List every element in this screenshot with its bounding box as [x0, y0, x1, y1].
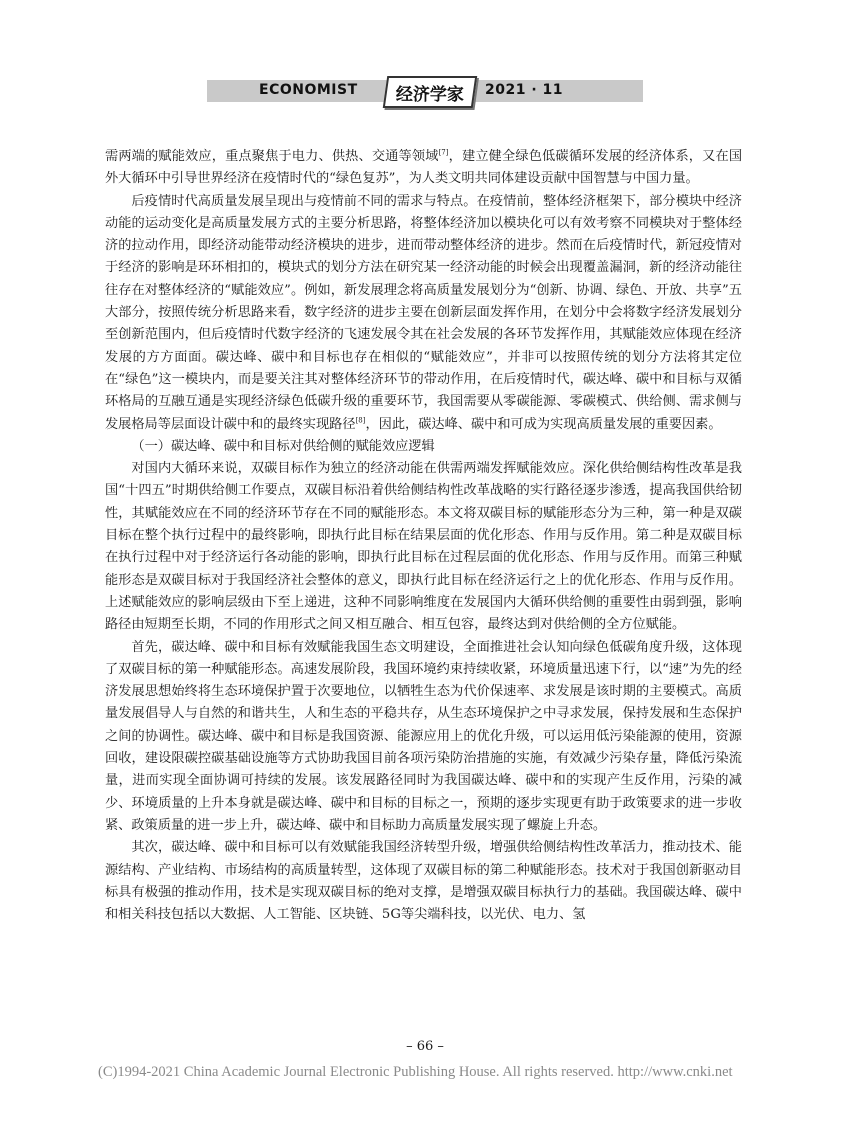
paragraph-text-tail: ，因此，碳达峰、碳中和可成为实现高质量发展的重要因素。 — [365, 416, 722, 432]
paragraph-first: 首先，碳达峰、碳中和目标有效赋能我国生态文明建设，全面推进社会认知向绿色低碳角度升级，这体现了双碳目标的第一种赋能形态。高速发展阶段，我国环境约束持续收紧，环境质量迅速下行，以“速”为先的经济发展思想始终将生态环境保护置于次要地位，以牺牲生态为代价保速率、求发展是该时期的主要模式。高质量发展倡导人与自然的和谐共生，人和生态的平稳共存，从生态环境保护之中寻求发展，保持发展和生态保护之间的协调性。碳达峰、碳中和目标是我国资源、能源应用上的优化升级，可以运用低污染能源的使用，资源回收，建设限碳控碳基础设施等方式协助我国目前各项污染防治措施的实施，有效减少污染存量，降低污染流量，进而实现全面协调可持续的发展。该发展路径同时为我国碳达峰、碳中和的实现产生反作用，污染的减少、环境质量的上升本身就是碳达峰、碳中和目标的目标之一，预期的逐步实现更有助于政策要求的进一步收紧、政策质量的进一步上升，碳达峰、碳中和目标助力高质量发展实现了螺旋上升态。 — [105, 639, 742, 833]
journal-header — [207, 80, 643, 104]
journal-name-english: ECONOMIST — [259, 82, 358, 98]
journal-logo-text: 经济学家 — [395, 85, 464, 105]
section-heading: （一）碳达峰、碳中和目标对供给侧的赋能效应逻辑 — [131, 438, 435, 454]
paragraph-text: 需两端的赋能效应，重点聚焦于电力、供热、交通等领域 — [105, 149, 439, 164]
copyright-notice: (C)1994-2021 China Academic Journal Electronic Publishing House. All rights reserved. http://www.cnki.net — [98, 1064, 733, 1080]
paragraph-text: 后疫情时代高质量发展呈现出与疫情前不同的需求与特点。在疫情前，整体经济框架下，部分模块中经济动能的运动变化是高质量发展方式的主要分析思路，将整体经济加以模块化可以有效考察不同模块对于整体经济的拉动作用，即经济动能带动经济模块的进步，进而带动整体经济的进步。然而在后疫情时代，新冠疫情对于经济的影响是环环相扣的，模块式的划分方法在研究某一经济动能的时候会出现覆盖漏洞，新的经济动能往往存在对整体经济的“赋能效应”。例如，新发展理念将高质量发展划分为“创新、协调、绿色、开放、共享”五大部分，按照传统分析思路来看，数字经济的进步主要在创新层面发挥作用，在划分中会将数字经济发展划分至创新范围内，但后疫情时代数字经济的飞速发展令其在社会发展的各环节发挥作用，其赋能效应体现在经济发展的方方面面。碳达峰、碳中和目标也存在相似的“赋能效应”，并非可以按照传统的划分方法将其定位在“绿色”这一模块内，而是要关注其对整体经济环节的带动作用，在后疫情时代，碳达峰、碳中和目标与双循环格局的互融互通是实现经济绿色低碳升级的重要环节，我国需要从零碳能源、零碳模式、供给侧、需求侧与发展格局等层面设计碳中和的最终实现路径 — [105, 193, 742, 432]
citation-ref: [7] — [438, 148, 449, 157]
journal-logo — [383, 76, 477, 108]
citation-ref: [8] — [355, 416, 366, 425]
paragraph-post-pandemic — [105, 191, 742, 436]
page-number: – 66 – — [406, 1039, 444, 1054]
paragraph-second: 其次，碳达峰、碳中和目标可以有效赋能我国经济转型升级，增强供给侧结构性改革活力，推动技术、能源结构、产业结构、市场结构的高质量转型，这体现了双碳目标的第二种赋能形态。技术对于我国创新驱动目标具有极强的推动作用，技术是实现双碳目标的绝对支撑，是增强双碳目标执行力的基础。我国碳达峰、碳中和相关科技包括以大数据、人工智能、区块链、5G等尖端科技，以光伏、电力、氢 — [105, 840, 742, 923]
article-body — [105, 146, 742, 926]
paragraph-text-tail: ，建立健全绿色低碳循环发展的经济体系，又在国外大循环中引导世界经济在疫情时代的“绿色复苏”，为人类文明共同体建设贡献中国智慧与中国力量。 — [105, 149, 743, 187]
paragraph-domestic-cycle: 对国内大循环来说，双碳目标作为独立的经济动能在供需两端发挥赋能效应。深化供给侧结构性改革是我国“十四五”时期供给侧工作要点，双碳目标沿着供给侧结构性改革战略的实行路径逐步渗透，提高我国供给韧性，其赋能效应在不同的经济环节存在不同的赋能形态。本文将双碳目标的赋能形态分为三种，第一种是双碳目标在整个执行过程中的最终影响，即执行此目标在结果层面的优化形态、作用与反作用。第二种是双碳目标在执行过程中对于经济运行各动能的影响，即执行此目标在过程层面的优化形态、作用与反作用。而第三种赋能形态是双碳目标对于我国经济社会整体的意义，即执行此目标在经济运行之上的优化形态、作用与反作用。上述赋能效应的影响层级由下至上递进，这种不同影响维度在发展国内大循环供给侧的重要性由弱到强，影响路径由短期至长期，不同的作用形式之间又相互融合、相互包容，最终达到对供给侧的全方位赋能。 — [105, 461, 742, 633]
issue-date: 2021 · 11 — [485, 82, 564, 98]
paragraph-continuation — [105, 146, 742, 191]
